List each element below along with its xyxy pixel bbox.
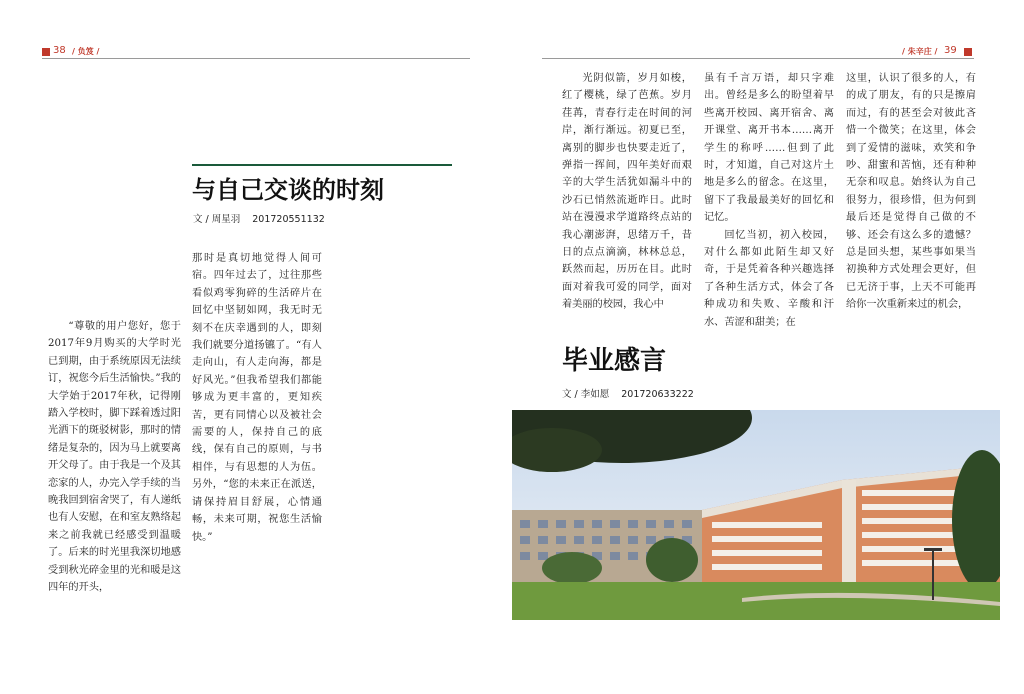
page-number: 39 [944,45,957,56]
byline [562,386,706,400]
article-title: 与自己交谈的时刻 [192,176,384,204]
author: 文 / 李如愿 [562,389,610,400]
author: 文 / 周星羽 [193,214,241,225]
paragraph: 回忆当初，初入校园，对什么都如此陌生却又好奇，于是凭着各种兴趣选择了各种生活方式，体会了各种成功和失败、辛酸和汗水、苦涩和甜美；在 [704,229,834,328]
byline [193,211,337,225]
campus-photo [512,410,1000,620]
page-marker-icon [42,48,50,56]
section-tag: / 朱辛庄 / [902,47,938,56]
section-tag: / 负笈 / [72,47,100,56]
article-column-1 [48,318,181,597]
prev-article-column-3 [846,70,976,314]
campus-photo-illustration [512,410,1000,620]
paragraph: 光阴似箭，岁月如梭，红了樱桃，绿了芭蕉。岁月荏苒，青春行走在时间的河岸，渐行渐远。初夏已至，离别的脚步也快要走近了，弹指一挥间，四年美好而艰辛的大学生活犹如漏斗中的沙石已悄然流逝昨日。此时站在漫漫求学道路终点站的我心潮澎湃，思绪万千，昔日的点点滴滴，林林总总，跃然而起，历历在目。此时面对着我可爱的同学，面对着美丽的校园，我心中 [562,73,692,311]
article-column-2 [192,250,322,546]
student-id: 201720633222 [621,389,694,400]
title-rule [192,164,452,166]
header-rule [42,58,470,59]
prev-article-column-2 [704,70,834,331]
right-page [512,0,1024,694]
paragraph: 那时是真切地觉得人间可宿。四年过去了，过往那些看似鸡零狗碎的生活碎片在回忆中坚韧如网，我无时无刻不在庆幸遇到的人，即刻我们就要分道扬镳了。“有人走向山，有人走向海，都是好风光。”但我希望我们都能够成为更丰富的，更知疾苦，更有同情心以及被社会需要的人，保持自己的底线，保有自己的原则，与书相伴，与有思想的人为伍。另外，“您的未来正在派送，请保持眉目舒展，心情通畅，未来可期，祝您生活愉快。” [192,253,322,543]
paragraph: 虽有千言万语，却只字难出。曾经是多么的盼望着早些离开校园、离开宿舍、离开课堂、离开书本……离开学生的称呼……但到了此时，才知道，自己对这片土地是多么的留念。在这里，留下了我最最美好的回忆和记忆。 [704,73,834,224]
article-title: 毕业感言 [562,346,667,376]
page-number: 38 [53,45,66,56]
page-marker-icon [964,48,972,56]
paragraph: 这里，认识了很多的人，有的成了朋友，有的只是擦肩而过，有的甚至会对彼此吝惜一个微笑；在这里，体会到了爱情的滋味，欢笑和争吵、甜蜜和苦恼，还有种种无奈和叹息。始终认为自己很努力，很珍惜，但为何到最后还是觉得自己做的不够、还会有这么多的遗憾？总是回头想，某些事如果当初换种方式处理会更好，但已无济于事，上天不可能再给你一次重新来过的机会， [846,73,976,311]
paragraph: “尊敬的用户您好，您于2017年9月购买的大学时光已到期，由于系统原因无法续订，祝您今后生活愉快。”我的大学始于2017年秋，记得刚踏入学校时，脚下踩着透过阳光洒下的斑驳树影，那时的情绪是复杂的，因为马上就要离开父母了。由于我是一个及其恋家的人，办完入学手续的当晚我回到宿舍哭了，有人递纸也有人安慰，在和室友熟络起来之前我就已经感受到温暖了。后来的时光里我深切地感受到秋光碎金里的光和暖是这四年的开头， [48,321,181,594]
student-id: 201720551132 [252,214,325,225]
header-rule [542,58,974,59]
prev-article-column-1 [562,70,692,314]
